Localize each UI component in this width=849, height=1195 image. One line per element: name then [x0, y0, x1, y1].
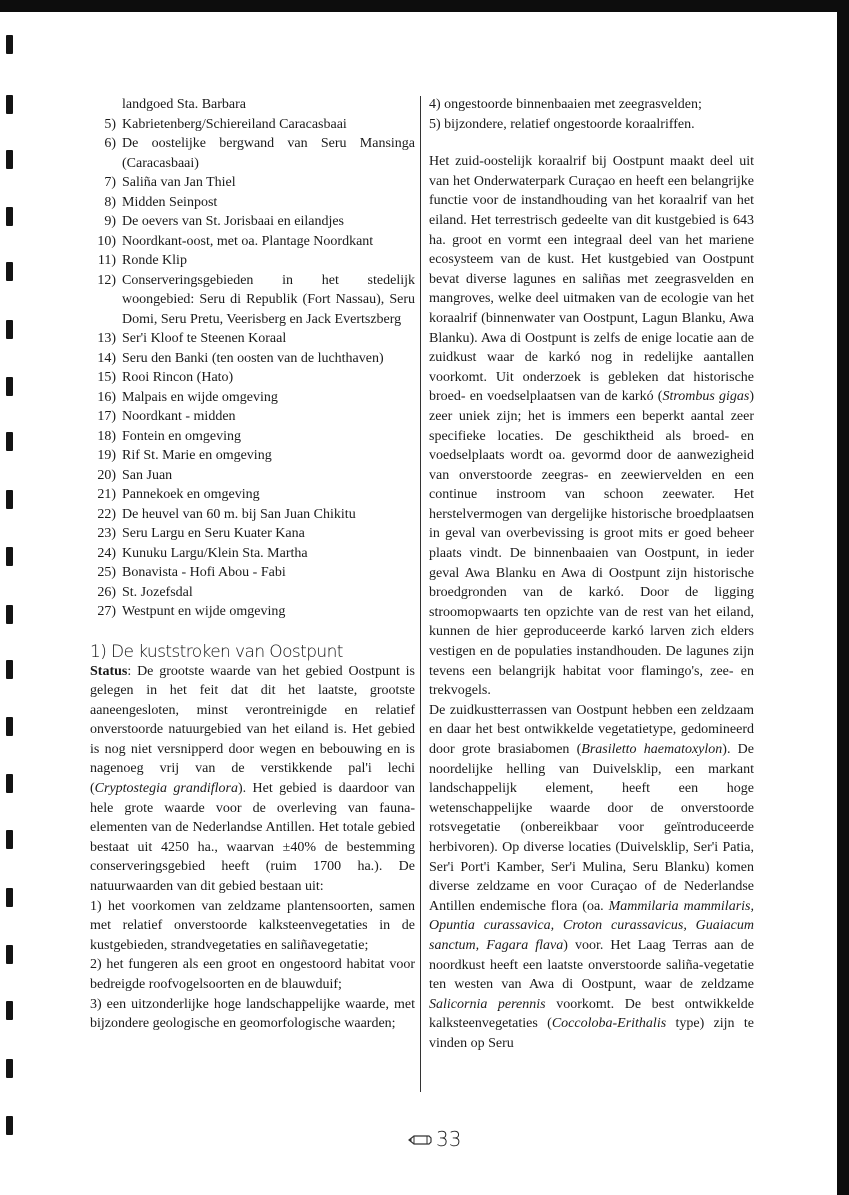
list-item-text: De oevers van St. Jorisbaai en eilandjes	[122, 214, 344, 229]
list-item-number: 9)	[104, 214, 116, 229]
binder-hole	[6, 547, 13, 566]
list-item-number: 13)	[97, 331, 116, 346]
list-item	[90, 173, 415, 193]
list-item-number: 25)	[97, 565, 116, 580]
page-number: 33	[436, 1127, 462, 1151]
list-item	[90, 349, 415, 369]
list-item-text: Fontein en omgeving	[122, 428, 241, 444]
terraces-paragraph: De zuidkustterrassen van Oostpunt hebben een zeldzaam en daar het best ontwikkelde vegetatietype, gedomineerd door grote brasiabomen (Brasiletto haematoxylon). De noordelijke helling van Duivelsklip, een markant landschappelijk element, heeft een hoge wetenschappelijke waarde door de onverstoorde rotsvegetatie (onbereikbaar voor geïntroduceerde herbivoren). Op diverse locaties (Duivelsklip, Ser'i Patia, Ser'i Port'i Kamber, Ser'i Mulina, Seru Blanku) komen diverse zeldzame en voor Curaçao of de Nederlandse Antillen endemische flora (oa. Mammilaria mammilaris, Opuntia curassavica, Croton curassavicus, Guaiacum sanctum, Fagara flava) voor. Het Laag Terras aan de noordkust heeft een laatste onverstoorde saliña-vegetatie ten westen van Awa di Oostpunt, waar de zeldzame Salicornia perennis voorkomt. De best ontwikkelde kalksteenvegetaties (Coccoloba-Erithalis type) zijn te vinden op Seru	[429, 702, 754, 1051]
list-item	[90, 446, 415, 466]
list-item-number: 8)	[104, 194, 116, 210]
list-item-text: St. Jozefsdal	[122, 584, 193, 600]
list-item-text: Seru Largu en Seru Kuater Kana	[122, 526, 305, 541]
list-item-text: Rif St. Marie en omgeving	[122, 448, 272, 463]
value-item: 4) ongestoorde binnenbaaien met zeegrasvelden;	[429, 97, 702, 112]
list-item	[90, 466, 415, 486]
list-item	[90, 563, 415, 583]
binder-hole	[6, 262, 13, 281]
list-item-number: 15)	[97, 370, 116, 385]
list-item	[90, 407, 415, 427]
list-item-number: 12)	[97, 272, 116, 288]
list-item-number: 21)	[97, 487, 116, 502]
list-item	[90, 485, 415, 505]
binder-hole	[6, 830, 13, 849]
species-name: Salicornia perennis	[429, 996, 546, 1012]
binder-hole	[6, 35, 13, 54]
list-item-text: De heuvel van 60 m. bij San Juan Chikitu	[122, 506, 356, 522]
binder-hole	[6, 717, 13, 736]
list-item-number: 5)	[104, 116, 116, 132]
value-item: 1) het voorkomen van zeldzame plantensoorten, samen met relatief onverstoorde kalksteenvegetaties in de kustgebieden, strandvegetaties en saliñavegetatie;	[90, 898, 415, 953]
list-item-text: Noordkant - midden	[122, 409, 236, 424]
value-item: 2) het fungeren als een groot en ongestoord habitat voor bedreigde roofvogelsoorten en de blauwduif;	[90, 957, 415, 992]
list-item-text: De oostelijke bergwand van Seru Mansinga (Caracasbaai)	[122, 136, 415, 171]
binder-hole	[6, 660, 13, 679]
scan-border-right	[837, 0, 849, 1195]
list-item	[90, 427, 415, 447]
binder-hole	[6, 95, 13, 114]
list-item-text: Midden Seinpost	[122, 194, 218, 210]
list-item	[90, 115, 415, 135]
binder-hole	[6, 605, 13, 624]
binder-hole	[6, 377, 13, 396]
list-item-number: 11)	[97, 253, 116, 268]
list-item-text: Conserveringsgebieden in het stedelijk woongebied: Seru di Republik (Fort Nassau), Seru Domi, Seru Pretu, Veerisberg en Jack Evertszberg	[122, 272, 415, 327]
column-divider	[420, 96, 421, 1092]
list-item-number: 7)	[104, 175, 116, 190]
binder-hole	[6, 1001, 13, 1020]
binder-hole	[6, 1059, 13, 1078]
list-item-text: Rooi Rincon (Hato)	[122, 370, 234, 385]
section-title: 1) De kuststroken van Oostpunt	[90, 641, 343, 662]
list-item-number: 22)	[97, 506, 116, 522]
list-item-number: 10)	[97, 233, 116, 249]
species-name: Strombus gigas	[662, 389, 750, 405]
species-name: Cryptostegia grandiflora	[94, 781, 238, 797]
binder-hole	[6, 320, 13, 339]
status-label: Status	[90, 663, 128, 679]
list-item-text: San Juan	[122, 467, 173, 483]
binder-hole	[6, 150, 13, 169]
list-item-number: 6)	[104, 136, 116, 151]
list-item	[90, 602, 415, 622]
species-name: Coccoloba-Erithalis	[551, 1016, 667, 1032]
list-item	[90, 134, 415, 173]
list-item	[90, 544, 415, 564]
list-item-number: 26)	[97, 584, 116, 600]
list-item-number: 16)	[97, 389, 116, 405]
scan-border-top	[0, 0, 849, 12]
species-name: Brasiletto haematoxylon	[581, 742, 723, 757]
list-item-text: Westpunt en wijde omgeving	[122, 604, 286, 619]
list-item	[90, 251, 415, 271]
list-item-number: 27)	[97, 604, 116, 619]
list-item	[90, 212, 415, 232]
value-item: 5) bijzondere, relatief ongestoorde koraalriffen.	[429, 116, 695, 132]
list-item-number: 23)	[97, 526, 116, 541]
list-item	[90, 95, 415, 115]
list-item-text: Kabrietenberg/Schiereiland Caracasbaai	[122, 116, 347, 132]
list-item	[90, 271, 415, 330]
list-item-number: 20)	[97, 467, 116, 483]
right-column	[429, 95, 754, 1054]
binder-hole	[6, 945, 13, 964]
list-item-text: Saliña van Jan Thiel	[122, 175, 236, 190]
list-item	[90, 388, 415, 408]
list-item	[90, 232, 415, 252]
left-column	[90, 95, 415, 1034]
list-item-number: 14)	[97, 350, 116, 366]
binder-hole	[6, 432, 13, 451]
list-item	[90, 368, 415, 388]
list-item	[90, 329, 415, 349]
list-item-number: 24)	[97, 545, 116, 561]
list-item-text: Pannekoek en omgeving	[122, 487, 260, 502]
list-item-text: landgoed Sta. Barbara	[122, 97, 247, 112]
binder-hole	[6, 1116, 13, 1135]
value-item: 3) een uitzonderlijke hoge landschappelijke waarde, met bijzondere geologische en geomorfologische waarden;	[90, 996, 415, 1032]
list-item-number: 17)	[97, 409, 116, 424]
pencil-icon	[408, 1127, 432, 1151]
page-footer	[408, 1126, 461, 1152]
list-item-text: Noordkant-oost, met oa. Plantage Noordkant	[122, 233, 374, 249]
list-item-number: 19)	[97, 448, 116, 463]
list-item	[90, 583, 415, 603]
list-item	[90, 505, 415, 525]
status-paragraph: Status: De grootste waarde van het gebied Oostpunt is gelegen in het feit dat dit het laatste, grootste aaneengesloten, minst verontreinigde en relatief onverstoorde natuurgebied van het eiland is. Het gebied is nog niet versnipperd door wegen en bebouwing en is nagenoeg vrij van de verstikkende pal'i lechi (Cryptostegia grandiflora). Het gebied is daardoor van hele grote waarde voor de overleving van fauna-elementen van de Nederlandse Antillen. Het totale gebied bestaat uit 4250 ha., waarvan ±40% de bestemming conserveringsgebied heeft (ruim 1700 ha.). De natuurwaarden van dit gebied bestaan uit:	[90, 663, 415, 895]
binder-hole	[6, 490, 13, 509]
list-item	[90, 193, 415, 213]
list-item-text: Malpais en wijde omgeving	[122, 389, 278, 405]
list-item-text: Ser'i Kloof te Steenen Koraal	[122, 331, 287, 346]
list-item-text: Ronde Klip	[122, 253, 187, 268]
list-item-text: Bonavista - Hofi Abou - Fabi	[122, 565, 286, 580]
binder-hole	[6, 888, 13, 907]
species-name: Mammilaria mammilaris, Opuntia curassavica, Croton curassavicus, Guaiacum sanctum, Fagara flava	[429, 898, 754, 953]
area-list	[90, 95, 415, 622]
list-item-text: Kunuku Largu/Klein Sta. Martha	[122, 545, 308, 561]
coral-reef-paragraph: Het zuid-oostelijk koraalrif bij Oostpunt maakt deel uit van het Onderwaterpark Curaçao en heeft een belangrijke functie voor de instandhouding van het koraalrif van het eiland. Het terrestrisch gedeelte van dit kustgebied is 643 ha. groot en vormt een integraal deel van het mariene ecosysteem van de kust. Het kustgebied van Oostpunt bevat diverse lagunes en saliñas met zeegrasvelden en mangroves, welke deel uitmaken van de ecologie van het koraalrif (binnenwater van Oostpunt, Lagun Blanku, Awa Blanku). Awa di Oostpunt is zelfs de enige locatie aan de zuidkust waar de karkó nog in redelijke aantallen voorkomt. Uit onderzoek is gebleken dat historische broed- en voedselplaatsen van de karkó (Strombus gigas) zeer uniek zijn; het is immers een beperkt aantal zeer specifieke locaties. De geschiktheid als broed- en voedselplaats wordt oa. gevormd door de aanwezigheid van onverstoorde zeegras- en zeewiervelden en een continue instroom van schoon zeewater. Het herstelvermogen van dergelijke historische broedplaatsen in geval van overbevissing is groot mits er goed beheer plaats vindt. De binnenbaaien van Oostpunt, in ieder geval Awa Blanku en Awa di Oostpunt zijn historische broedgronden van de karkó. Door de ligging stroomopwaarts ten opzichte van de rest van het eiland, kunnen de hier geproduceerde karkó larven zich elders vestigen en de populaties instandhouden. De lagunes zijn tevens een belangrijk habitat voor flamingo's, zee- en trekvogels.	[429, 154, 755, 699]
binder-hole	[6, 207, 13, 226]
binder-hole	[6, 774, 13, 793]
list-item-text: Seru den Banki (ten oosten van de luchthaven)	[122, 350, 384, 366]
list-item-number: 18)	[97, 428, 116, 444]
list-item	[90, 524, 415, 544]
